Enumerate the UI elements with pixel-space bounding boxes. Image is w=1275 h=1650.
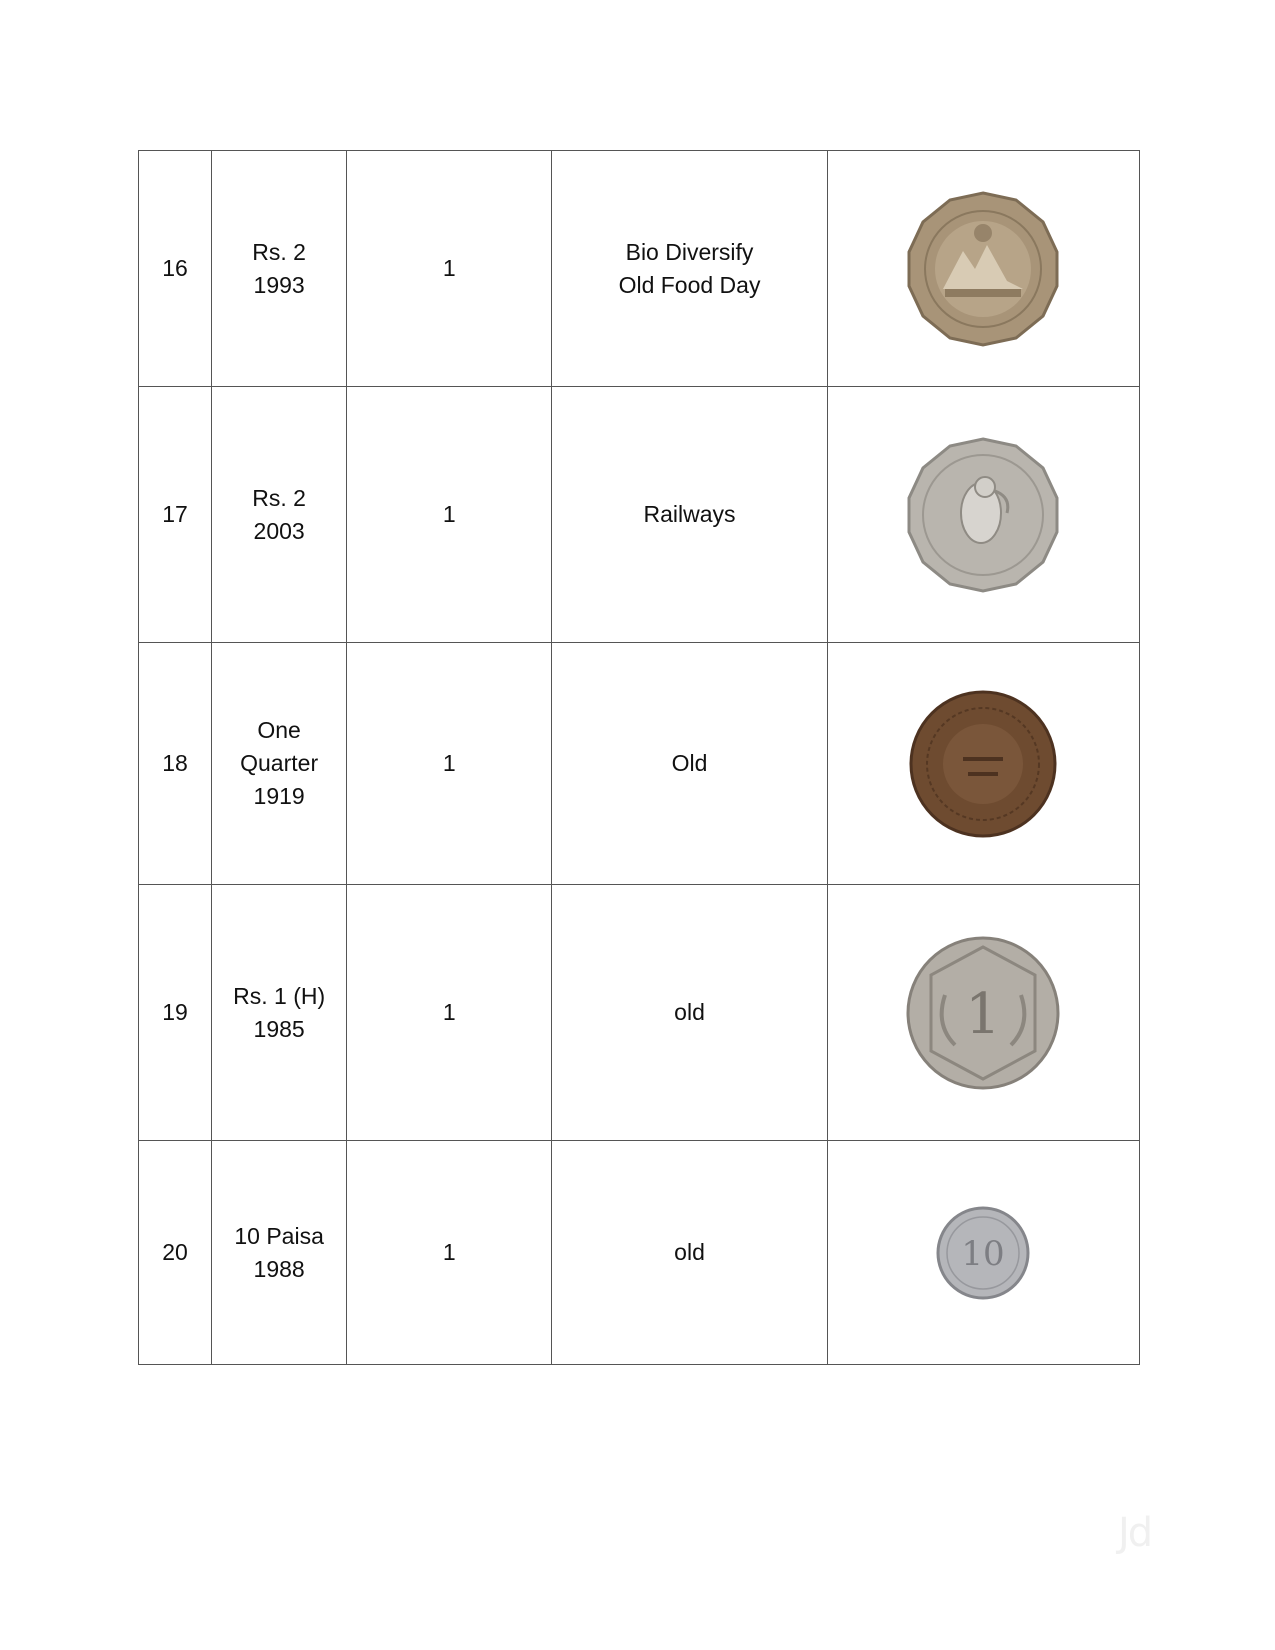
- quantity-cell: 1: [347, 387, 552, 643]
- coin-table: [138, 150, 1140, 1365]
- watermark-logo: Jd: [1118, 1510, 1152, 1556]
- quarter-anna-copper-coin-icon: [908, 689, 1058, 839]
- 10-paisa-coin-icon: [935, 1205, 1031, 1301]
- remark-cell: Old: [552, 643, 827, 885]
- railways-2-rupee-coin-icon: [903, 435, 1063, 595]
- coin-image-cell: [827, 387, 1139, 643]
- table-row: [139, 387, 1140, 643]
- coin-description-cell: Rs. 2 2003: [212, 387, 347, 643]
- quantity-cell: 1: [347, 885, 552, 1141]
- coin-catalog-page: [138, 150, 1140, 1365]
- serial-number-cell: 20: [139, 1141, 212, 1365]
- remark-cell: old: [552, 885, 827, 1141]
- table-row: [139, 151, 1140, 387]
- quantity-cell: 1: [347, 643, 552, 885]
- commemorative-2-rupee-coin-icon: [903, 189, 1063, 349]
- quantity-cell: 1: [347, 151, 552, 387]
- coin-image-cell: [827, 643, 1139, 885]
- serial-number-cell: 19: [139, 885, 212, 1141]
- coin-image-cell: [827, 885, 1139, 1141]
- coin-image-cell: [827, 151, 1139, 387]
- serial-number-cell: 16: [139, 151, 212, 387]
- coin-description-cell: One Quarter 1919: [212, 643, 347, 885]
- coin-description-cell: Rs. 1 (H) 1985: [212, 885, 347, 1141]
- table-row: [139, 643, 1140, 885]
- remark-cell: Railways: [552, 387, 827, 643]
- quantity-cell: 1: [347, 1141, 552, 1365]
- table-row: [139, 885, 1140, 1141]
- coin-description-cell: 10 Paisa 1988: [212, 1141, 347, 1365]
- coin-image-cell: [827, 1141, 1139, 1365]
- coin-description-cell: Rs. 2 1993: [212, 151, 347, 387]
- svg-text:1: 1: [965, 981, 1002, 1047]
- table-row: [139, 1141, 1140, 1365]
- serial-number-cell: 18: [139, 643, 212, 885]
- svg-text:10: 10: [961, 1233, 1005, 1274]
- remark-cell: old: [552, 1141, 827, 1365]
- serial-number-cell: 17: [139, 387, 212, 643]
- remark-cell: Bio Diversify Old Food Day: [552, 151, 827, 387]
- 1-rupee-coin-icon: [905, 935, 1061, 1091]
